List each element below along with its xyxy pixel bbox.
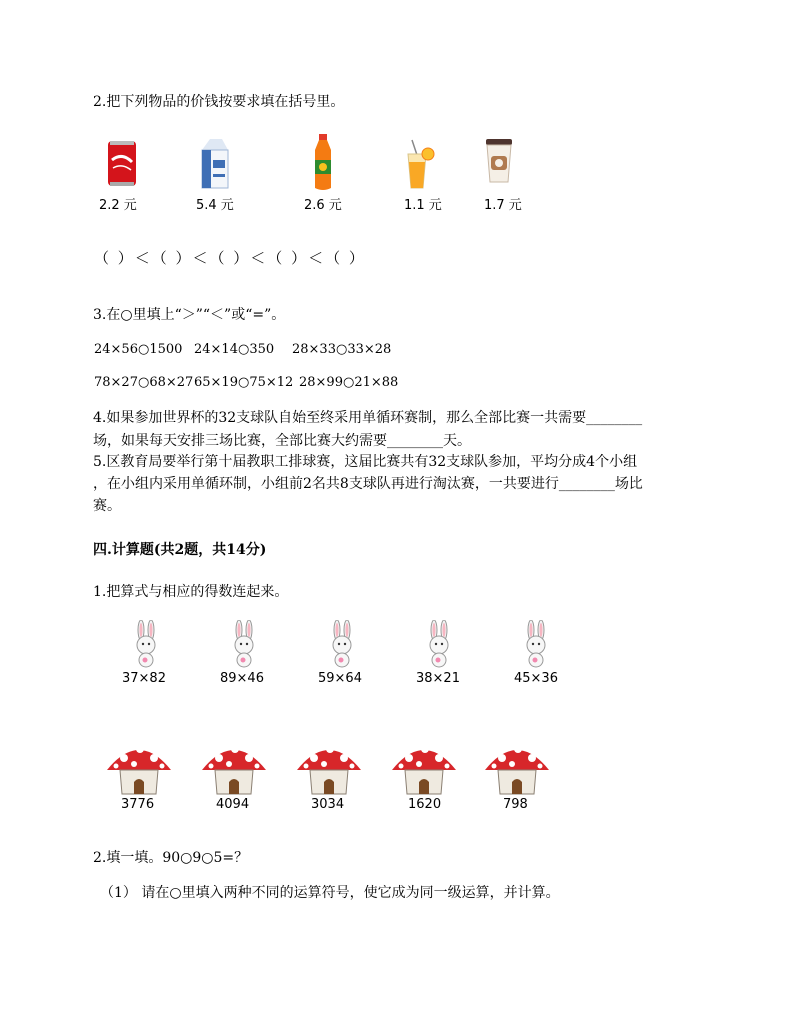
- section-4-title: 四.计算题(共2题，共14分): [93, 542, 267, 558]
- coffee-cup-icon: [482, 136, 516, 186]
- price-cola: 2.2 元: [99, 198, 137, 213]
- bunny-icon: [424, 620, 454, 668]
- result-4: 1620: [408, 797, 442, 812]
- bunny-icon: [229, 620, 259, 668]
- bunny-icon: [327, 620, 357, 668]
- result-5: 798: [503, 797, 528, 812]
- question-5-line-1: 5.区教育局要举行第十届教职工排球赛，这届比赛共有32支球队参加，平均分成4个小组: [93, 454, 638, 470]
- bunny-icon: [521, 620, 551, 668]
- expression-3: 59×64: [318, 671, 362, 686]
- q3-expr-1: 24×56○1500: [94, 342, 183, 357]
- mushroom-house-icon: [294, 738, 364, 796]
- question-3-title: 3.在○里填上“＞”“＜”或“=”。: [93, 307, 286, 323]
- question-4-line-2: 场，如果每天安排三场比赛，全部比赛大约需要________天。: [93, 433, 471, 449]
- expression-2: 89×46: [220, 671, 264, 686]
- question-5-line-2: ，在小组内采用单循环制，小组前2名共8支球队再进行淘汰赛，一共要进行________场比: [93, 476, 643, 492]
- bunny-icon: [131, 620, 161, 668]
- q3-expr-5: 65×19○75×12: [194, 375, 294, 390]
- q2-blanks: （ ）＜（ ）＜（ ）＜（ ）＜（ ）: [94, 249, 366, 267]
- q3-expr-2: 24×14○350: [194, 342, 275, 357]
- calc-2-title: 2.填一填。90○9○5=？: [93, 850, 249, 866]
- orange-soda-bottle-icon: [309, 132, 337, 192]
- q3-expr-6: 28×99○21×88: [299, 375, 399, 390]
- question-5-line-3: 赛。: [93, 498, 121, 514]
- orange-juice-glass-icon: [400, 138, 440, 190]
- question-4-line-1: 4.如果参加世界杯的32支球队自始至终采用单循环赛制，那么全部比赛一共需要________: [93, 410, 643, 426]
- q3-expr-3: 28×33○33×28: [292, 342, 392, 357]
- calc-2-sub-1: （1） 请在○里填入两种不同的运算符号，使它成为同一级运算，并计算。: [100, 885, 560, 901]
- mushroom-house-icon: [104, 738, 174, 796]
- price-juice: 1.1 元: [404, 198, 442, 213]
- mushroom-house-icon: [199, 738, 269, 796]
- question-2-title: 2.把下列物品的价钱按要求填在括号里。: [93, 94, 345, 110]
- result-1: 3776: [121, 797, 155, 812]
- cola-can-icon: [104, 138, 140, 188]
- result-3: 3034: [311, 797, 345, 812]
- q3-expr-4: 78×27○68×27: [94, 375, 194, 390]
- milk-carton-icon: [198, 136, 234, 190]
- expression-5: 45×36: [514, 671, 558, 686]
- price-soda: 2.6 元: [304, 198, 342, 213]
- mushroom-house-icon: [389, 738, 459, 796]
- price-milk: 5.4 元: [196, 198, 234, 213]
- price-coffee: 1.7 元: [484, 198, 522, 213]
- expression-1: 37×82: [122, 671, 166, 686]
- expression-4: 38×21: [416, 671, 460, 686]
- result-2: 4094: [216, 797, 250, 812]
- mushroom-house-icon: [482, 738, 552, 796]
- calc-1-title: 1.把算式与相应的得数连起来。: [93, 584, 289, 600]
